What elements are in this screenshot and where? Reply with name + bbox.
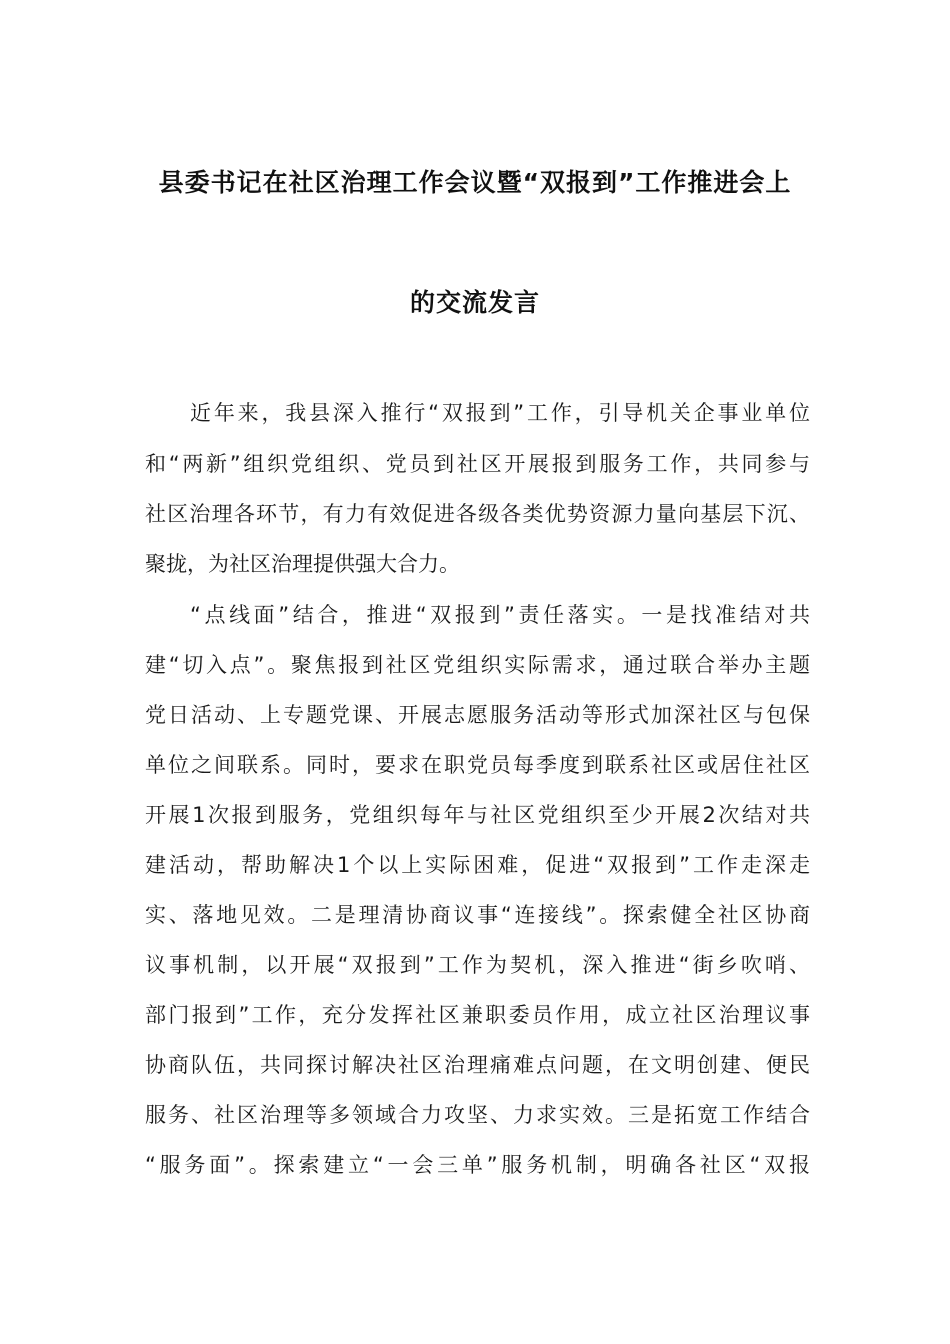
paragraph-1-line-2: 和“两新”组织党组织、党员到社区开展报到服务工作，共同参与: [145, 452, 810, 476]
paragraph-2-line-8: 议事机制，以开展“双报到”工作为契机，深入推进“街乡吹哨、: [145, 953, 810, 977]
paragraph-2-line-3: 党日活动、上专题党课、开展志愿服务活动等形式加深社区与包保: [145, 703, 810, 727]
paragraph-1-line-1: 近年来，我县深入推行“双报到”工作，引导机关企事业单位: [190, 401, 810, 425]
paragraph-2-line-9: 部门报到”工作，充分发挥社区兼职委员作用，成立社区治理议事: [145, 1003, 810, 1027]
paragraph-2-line-11: 服务、社区治理等多领域合力攻坚、力求实效。三是拓宽工作结合: [145, 1103, 810, 1127]
paragraph-2-line-4: 单位之间联系。同时，要求在职党员每季度到联系社区或居住社区: [145, 753, 810, 777]
paragraph-1-line-4: 聚拢，为社区治理提供强大合力。: [145, 552, 460, 576]
document-title-line-1: 县委书记在社区治理工作会议暨“双报到”工作推进会上: [158, 168, 792, 197]
paragraph-2-line-5: 开展1次报到服务，党组织每年与社区党组织至少开展2次结对共: [145, 803, 810, 827]
paragraph-2-line-1: “点线面”结合，推进“双报到”责任落实。一是找准结对共: [190, 603, 810, 627]
paragraph-2-line-6: 建活动，帮助解决1个以上实际困难，促进“双报到”工作走深走: [145, 853, 810, 877]
paragraph-2-line-7: 实、落地见效。二是理清协商议事“连接线”。探索健全社区协商: [145, 903, 810, 927]
paragraph-1-line-3: 社区治理各环节，有力有效促进各级各类优势资源力量向基层下沉、: [145, 502, 810, 526]
paragraph-2-line-2: 建“切入点”。聚焦报到社区党组织实际需求，通过联合举办主题: [145, 653, 810, 677]
document-title-line-2: 的交流发言: [409, 288, 540, 317]
paragraph-2-line-10: 协商队伍，共同探讨解决社区治理痛难点问题，在文明创建、便民: [145, 1053, 810, 1077]
paragraph-2-line-12: “服务面”。探索建立“一会三单”服务机制，明确各社区“双报: [145, 1153, 810, 1177]
